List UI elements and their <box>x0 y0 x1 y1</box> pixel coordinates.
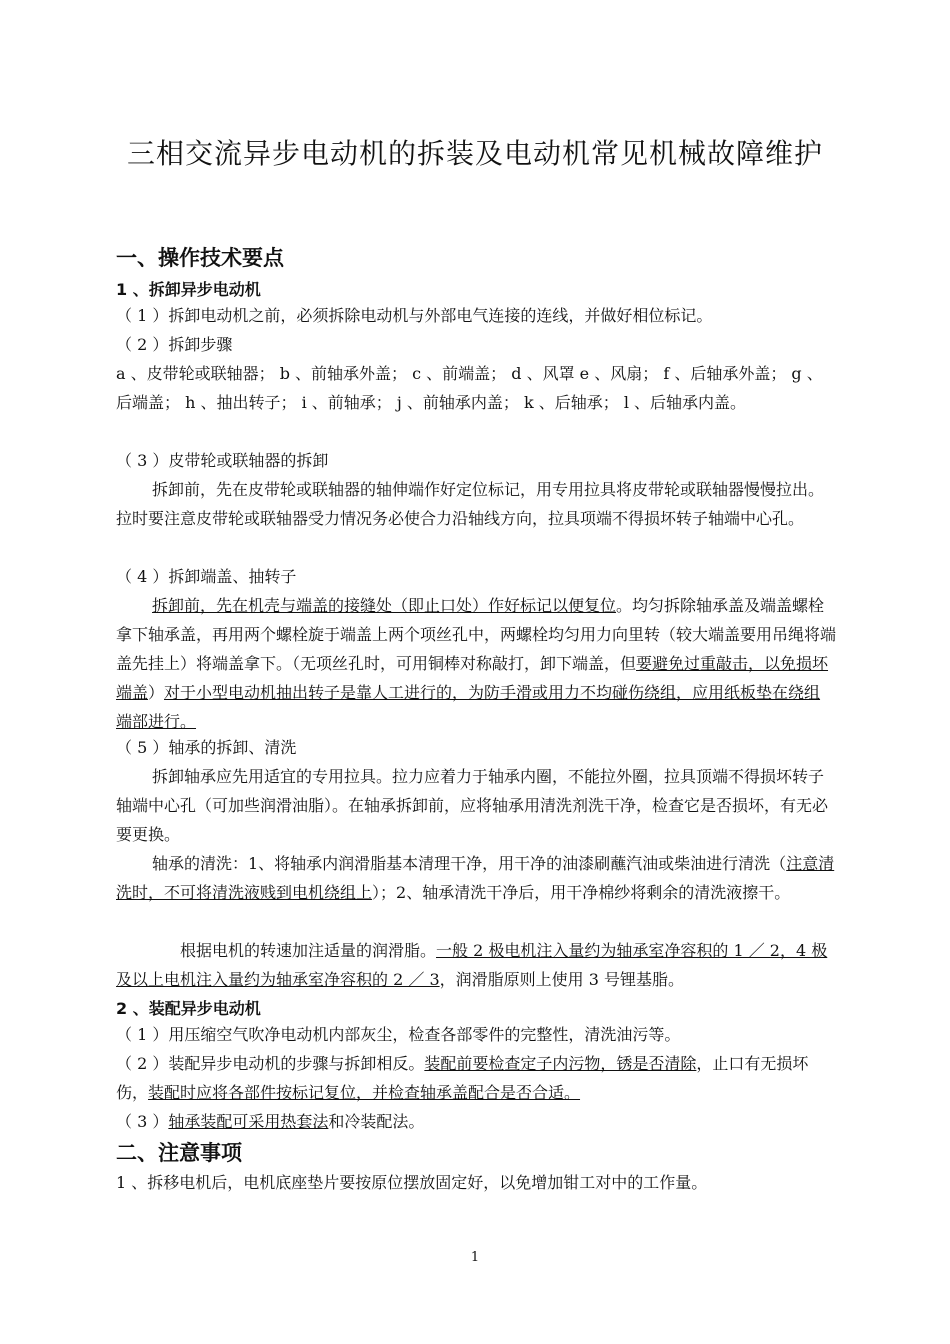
paragraph-1-4-label: （ 4 ）拆卸端盖、抽转子 <box>116 567 297 586</box>
underlined-text: 注意清洗时，不可将清洗液贱到电机绕组上 <box>116 854 835 902</box>
body-text: ，止口有无损坏伤， <box>116 1054 809 1102</box>
paragraph-1-3-text: 拆卸前，先在皮带轮或联轴器的轴伸端作好定位标记，用专用拉具将皮带轮或联轴器慢慢拉出。拉时要注意皮带轮或联轴器受力情况务必使合力沿轴线方向，拉具项端不得损坏转子轴端中心孔。 <box>116 480 825 528</box>
section-heading-2: 二、注意事项 <box>116 1141 242 1165</box>
paragraph-1-2-label: （ 2 ）拆卸步骤 <box>116 335 233 354</box>
paragraph-1-1: （ 1 ）拆卸电动机之前，必须拆除电动机与外部电气连接的连线，并做好相位标记。 <box>116 306 713 325</box>
notice-item-1: 1 、拆移电机后，电机底座垫片要按原位摆放固定好，以免增加钳工对中的工作量。 <box>116 1173 708 1192</box>
paragraph-1-5-text: 拆卸轴承应先用适宜的专用拉具。拉力应着力于轴承内圈，不能拉外圈，拉具顶端不得损坏转子轴端中心孔（可加些润滑油脂）。在轴承拆卸前，应将轴承用清洗剂洗干净，检查它是否损坏，有无必要更换。 <box>116 767 829 844</box>
body-text: 轴承的清洗：1、将轴承内润滑脂基本清理干净，用干净的油漆刷蘸汽油或柴油进行清洗（ <box>152 854 787 873</box>
body-text: 根据电机的转速加注适量的润滑脂。 <box>180 941 437 960</box>
body-text: ，润滑脂原则上使用 3 号锂基脂。 <box>439 970 684 989</box>
page-number: 1 <box>470 1250 480 1265</box>
body-text: （ 2 ）装配异步电动机的步骤与拆卸相反。 <box>116 1054 425 1073</box>
body-text: 。均匀拆除轴承盖及端盖螺栓拿下轴承盖，再用两个螺栓旋于端盖上两个项丝孔中，两螺栓均匀用力向里转（较大端盖要用吊绳将端盖先挂上）将端盖拿下。（无项丝孔时，可用铜棒对称敲打，卸下端盖，但 <box>116 596 837 673</box>
underlined-text: 一般 2 极电机注入量约为轴承室净容积的 1 ／ 2，4 极及以上电机注入量约为轴承室净容积的 2 ／ 3 <box>116 941 828 989</box>
paragraph-1-5-label: （ 5 ）轴承的拆卸、清洗 <box>116 738 297 757</box>
page-title: 三相交流异步电动机的拆装及电动机常见机械故障维护 <box>126 137 823 170</box>
underlined-text: 要避免过重敲击，以免损坏端盖 <box>116 654 829 702</box>
body-text: ） <box>148 683 165 702</box>
paragraph-2-3 <box>116 1107 836 1136</box>
grease-text <box>116 936 836 994</box>
underlined-text: 装配前要检查定子内污物，锈是否清除 <box>424 1054 697 1073</box>
body-text: 和冷装配法。 <box>328 1112 425 1131</box>
body-text: （ 3 ） <box>116 1112 169 1131</box>
underlined-text: 对于小型电动机抽出转子是靠人工进行的，为防手滑或用力不均碰伤绕组，应用纸板垫在绕组端部进行。 <box>116 683 821 731</box>
paragraph-2-2 <box>116 1049 836 1107</box>
underlined-text: 拆卸前，先在机壳与端盖的接缝处（即止口处）作好标记以便复位 <box>152 596 617 615</box>
subsection-heading-2: 2 、装配异步电动机 <box>116 999 261 1018</box>
bearing-cleaning-text <box>116 849 836 907</box>
body-text: ）；2、轴承清洗干净后，用干净棉纱将剩余的清洗液擦干。 <box>372 883 791 902</box>
paragraph-1-4-text <box>116 591 836 736</box>
underlined-text: 装配时应将各部件按标记复位，并检查轴承盖配合是否合适。 <box>148 1083 581 1102</box>
paragraph-2-1: （ 1 ）用压缩空气吹净电动机内部灰尘，检查各部零件的完整性，清洗油污等。 <box>116 1025 681 1044</box>
section-heading-1: 一、操作技术要点 <box>116 246 284 270</box>
subsection-heading-1: 1 、拆卸异步电动机 <box>116 280 261 299</box>
disassembly-steps: a 、皮带轮或联轴器； b 、前轴承外盖； c 、前端盖； d 、风罩 e 、风扇； f 、后轴承外盖； g 、后端盖； h 、抽出转子； i 、前轴承； j 、前轴承内盖； k 、后轴承； l 、后轴承内盖。 <box>116 364 823 412</box>
paragraph-1-3-label: （ 3 ）皮带轮或联轴器的拆卸 <box>116 451 329 470</box>
underlined-text: 轴承装配可采用热套法 <box>168 1112 329 1131</box>
